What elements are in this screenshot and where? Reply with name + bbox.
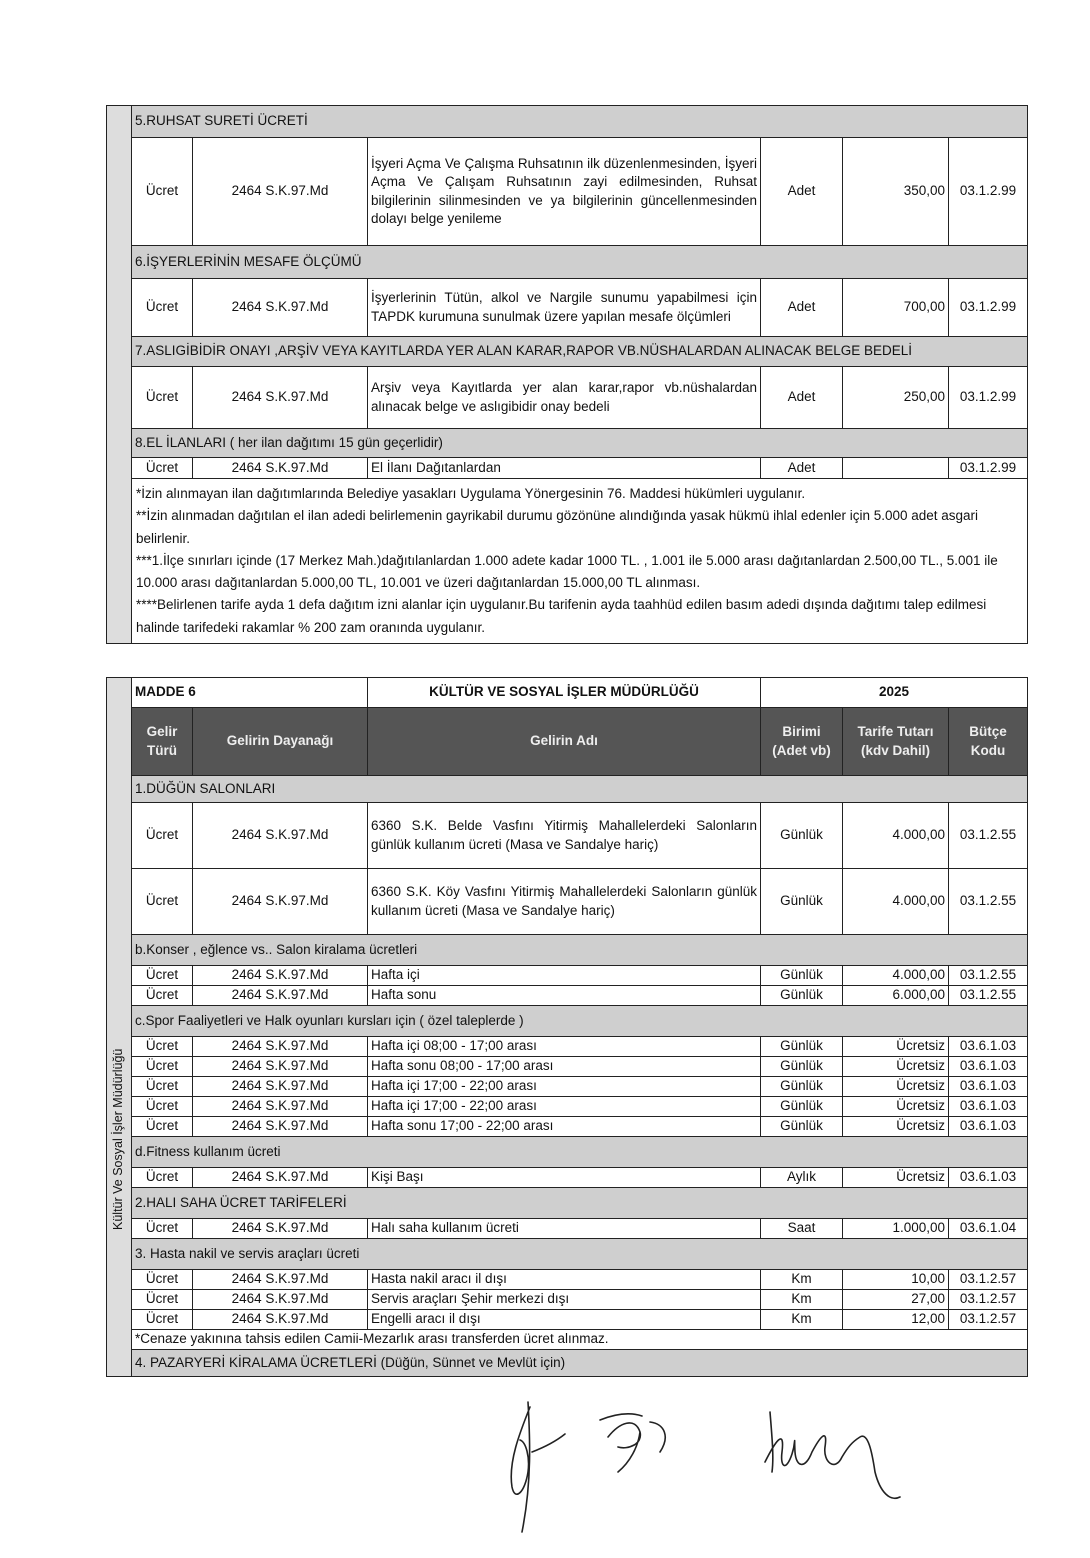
butce-kodu: 03.1.2.99 bbox=[949, 138, 1028, 246]
section-title: 2.HALI SAHA ÜCRET TARİFELERİ bbox=[132, 1188, 1028, 1219]
gelir-adi: 6360 S.K. Köy Vasfını Yitirmiş Mahallelerdeki Salonların günlük kullanım ücreti (Masa ve Sandalye hariç) bbox=[368, 869, 761, 935]
gelir-turu: Ücret bbox=[132, 1117, 193, 1137]
birim: Adet bbox=[761, 138, 843, 246]
gelir-dayanagi: 2464 S.K.97.Md bbox=[193, 279, 368, 337]
butce-kodu: 03.1.2.55 bbox=[949, 869, 1028, 935]
section-title: 1.DÜĞÜN SALONLARI bbox=[132, 776, 1028, 803]
tarife-tutari: 4.000,00 bbox=[843, 803, 949, 869]
header-gelir-dayanagi: Gelirin Dayanağı bbox=[193, 708, 368, 776]
gelir-turu: Ücret bbox=[132, 1077, 193, 1097]
gelir-adi: Engelli aracı il dışı bbox=[368, 1310, 761, 1330]
gelir-turu: Ücret bbox=[132, 1290, 193, 1310]
gelir-dayanagi: 2464 S.K.97.Md bbox=[193, 1057, 368, 1077]
side-label: Kültür Ve Sosyal İşler Müdürlüğü bbox=[111, 1048, 125, 1230]
gelir-turu: Ücret bbox=[132, 367, 193, 429]
note-1: *İzin alınmayan ilan dağıtımlarında Belediye yasakları Uygulama Yönergesinin 76. Maddesi hükümleri uygulanır. bbox=[136, 486, 806, 501]
header-gelir-adi: Gelirin Adı bbox=[368, 708, 761, 776]
tarife-tutari: Ücretsiz bbox=[843, 1168, 949, 1188]
section-title: d.Fitness kullanım ücreti bbox=[132, 1137, 1028, 1168]
gelir-adi: Kişi Başı bbox=[368, 1168, 761, 1188]
butce-kodu: 03.1.2.55 bbox=[949, 803, 1028, 869]
gelir-adi: Hafta içi 08;00 - 17;00 arası bbox=[368, 1037, 761, 1057]
gelir-adi: İşyeri Açma Ve Çalışma Ruhsatının ilk düzenlenmesinden, İşyeri Açma Ve Çalışam Ruhsatının zayi edilmesinden, Ruhsat bilgilerinin silinmesinden ve ya bilgilerinin güncellenmesinden dolayı belge yenileme bbox=[368, 138, 761, 246]
gelir-turu: Ücret bbox=[132, 1270, 193, 1290]
gelir-adi: Halı saha kullanım ücreti bbox=[368, 1219, 761, 1239]
gelir-adi: Hafta sonu 08;00 - 17;00 arası bbox=[368, 1057, 761, 1077]
gelir-dayanagi: 2464 S.K.97.Md bbox=[193, 1290, 368, 1310]
header-gelir-turu: Gelir Türü bbox=[132, 708, 193, 776]
birim: Km bbox=[761, 1290, 843, 1310]
birim: Adet bbox=[761, 279, 843, 337]
gelir-adi: Hafta sonu bbox=[368, 986, 761, 1006]
gelir-dayanagi: 2464 S.K.97.Md bbox=[193, 1219, 368, 1239]
birim: Km bbox=[761, 1270, 843, 1290]
birim: Saat bbox=[761, 1219, 843, 1239]
section-title: 3. Hasta nakil ve servis araçları ücreti bbox=[132, 1239, 1028, 1270]
birim: Km bbox=[761, 1310, 843, 1330]
gelir-adi: Hafta içi bbox=[368, 966, 761, 986]
tarife-tutari: 4.000,00 bbox=[843, 869, 949, 935]
side-strip bbox=[107, 678, 132, 1377]
birim: Günlük bbox=[761, 1117, 843, 1137]
note-4: ****Belirlenen tarife ayda 1 defa dağıtım izni alanlar için uygulanır.Bu tarifenin ayda taahhüd edilen basım adedi dışında dağıtımı talep edilmesi halinde tarifedeki rakamlar % 200 zam oranında uygulanır. bbox=[136, 597, 987, 635]
butce-kodu: 03.1.2.99 bbox=[949, 367, 1028, 429]
tarife-tutari: Ücretsiz bbox=[843, 1117, 949, 1137]
birim: Günlük bbox=[761, 966, 843, 986]
tarife-tutari: Ücretsiz bbox=[843, 1097, 949, 1117]
gelir-dayanagi: 2464 S.K.97.Md bbox=[193, 1097, 368, 1117]
tarife-tutari: Ücretsiz bbox=[843, 1077, 949, 1097]
gelir-dayanagi: 2464 S.K.97.Md bbox=[193, 869, 368, 935]
gelir-dayanagi: 2464 S.K.97.Md bbox=[193, 1077, 368, 1097]
section-title: 5.RUHSAT SURETİ ÜCRETİ bbox=[132, 106, 1028, 138]
header-tarife-tutari: Tarife Tutarı (kdv Dahil) bbox=[843, 708, 949, 776]
tarife-tutari: 1.000,00 bbox=[843, 1219, 949, 1239]
gelir-adi: 6360 S.K. Belde Vasfını Yitirmiş Mahallelerdeki Salonların günlük kullanım ücreti (Masa ve Sandalye hariç) bbox=[368, 803, 761, 869]
butce-kodu: 03.6.1.03 bbox=[949, 1077, 1028, 1097]
gelir-turu: Ücret bbox=[132, 803, 193, 869]
gelir-turu: Ücret bbox=[132, 1219, 193, 1239]
butce-kodu: 03.6.1.03 bbox=[949, 1097, 1028, 1117]
butce-kodu: 03.1.2.99 bbox=[949, 279, 1028, 337]
tarife-tutari: Ücretsiz bbox=[843, 1037, 949, 1057]
butce-kodu: 03.6.1.03 bbox=[949, 1037, 1028, 1057]
note-2: **İzin alınmadan dağıtılan el ilan adedi belirlemenin gayrikabil durumu gözönüne alındığında yasak hükmü ihlal edenler için 5.000 adet asgari belirlenir. bbox=[136, 508, 979, 546]
birim: Günlük bbox=[761, 986, 843, 1006]
birim: Günlük bbox=[761, 1097, 843, 1117]
gelir-turu: Ücret bbox=[132, 986, 193, 1006]
gelir-turu: Ücret bbox=[132, 966, 193, 986]
gelir-turu: Ücret bbox=[132, 1097, 193, 1117]
birim: Adet bbox=[761, 458, 843, 479]
tarife-tutari: 350,00 bbox=[843, 138, 949, 246]
notes-block bbox=[132, 479, 1028, 644]
gelir-turu: Ücret bbox=[132, 1037, 193, 1057]
gelir-dayanagi: 2464 S.K.97.Md bbox=[193, 1168, 368, 1188]
note-3: ***1.İlçe sınırları içinde (17 Merkez Mah.)dağıtılanlardan 1.000 adete kadar 1000 TL. , 1.001 ile 5.000 arası dağıtanlardan 2.500,00 TL., 5.001 ile 10.000 arası dağıtanlardan 5.000,00 TL, 10.001 ve üzeri dağıtanlardan 15.000,00 TL alınması. bbox=[136, 552, 998, 591]
tarife-tutari: 6.000,00 bbox=[843, 986, 949, 1006]
section-title: 6.İŞYERLERİNİN MESAFE ÖLÇÜMÜ bbox=[132, 246, 1028, 279]
section-title: 4. PAZARYERİ KİRALAMA ÜCRETLERİ (Düğün, Sünnet ve Mevlüt için) bbox=[132, 1350, 1028, 1377]
birim: Aylık bbox=[761, 1168, 843, 1188]
butce-kodu: 03.1.2.55 bbox=[949, 966, 1028, 986]
gelir-dayanagi: 2464 S.K.97.Md bbox=[193, 367, 368, 429]
tarife-tutari: 12,00 bbox=[843, 1310, 949, 1330]
gelir-turu: Ücret bbox=[132, 869, 193, 935]
section-title: c.Spor Faaliyetleri ve Halk oyunları kursları için ( özel taleplerde ) bbox=[132, 1006, 1028, 1037]
birim: Günlük bbox=[761, 1077, 843, 1097]
butce-kodu: 03.1.2.99 bbox=[949, 458, 1028, 479]
footnote: *Cenaze yakınına tahsis edilen Camii-Mezarlık arası transferden ücret alınmaz. bbox=[132, 1330, 1028, 1350]
header-butce-kodu: Bütçe Kodu bbox=[949, 708, 1028, 776]
gelir-dayanagi: 2464 S.K.97.Md bbox=[193, 1117, 368, 1137]
birim: Günlük bbox=[761, 803, 843, 869]
tarife-tutari bbox=[843, 458, 949, 479]
gelir-dayanagi: 2464 S.K.97.Md bbox=[193, 986, 368, 1006]
birim: Adet bbox=[761, 367, 843, 429]
gelir-dayanagi: 2464 S.K.97.Md bbox=[193, 138, 368, 246]
tarife-tutari: Ücretsiz bbox=[843, 1057, 949, 1077]
gelir-dayanagi: 2464 S.K.97.Md bbox=[193, 966, 368, 986]
fee-table-2 bbox=[106, 677, 1028, 1377]
tarife-tutari: 10,00 bbox=[843, 1270, 949, 1290]
tarife-tutari: 4.000,00 bbox=[843, 966, 949, 986]
gelir-adi: Hasta nakil aracı il dışı bbox=[368, 1270, 761, 1290]
gelir-dayanagi: 2464 S.K.97.Md bbox=[193, 1037, 368, 1057]
birim: Günlük bbox=[761, 869, 843, 935]
butce-kodu: 03.6.1.04 bbox=[949, 1219, 1028, 1239]
gelir-turu: Ücret bbox=[132, 458, 193, 479]
gelir-adi: Hafta içi 17;00 - 22;00 arası bbox=[368, 1077, 761, 1097]
butce-kodu: 03.1.2.55 bbox=[949, 986, 1028, 1006]
butce-kodu: 03.6.1.03 bbox=[949, 1168, 1028, 1188]
butce-kodu: 03.1.2.57 bbox=[949, 1310, 1028, 1330]
signatures bbox=[490, 1392, 990, 1542]
gelir-adi: Hafta içi 17;00 - 22;00 arası bbox=[368, 1097, 761, 1117]
gelir-adi: Arşiv veya Kayıtlarda yer alan karar,rapor vb.nüshalardan alınacak belge ve aslıgibidir onay bedeli bbox=[368, 367, 761, 429]
birim: Günlük bbox=[761, 1037, 843, 1057]
madde-label: MADDE 6 bbox=[132, 678, 368, 708]
butce-kodu: 03.1.2.57 bbox=[949, 1290, 1028, 1310]
signature-1 bbox=[511, 1402, 565, 1532]
gelir-adi: Servis araçları Şehir merkezi dışı bbox=[368, 1290, 761, 1310]
gelir-dayanagi: 2464 S.K.97.Md bbox=[193, 1270, 368, 1290]
gelir-adi: İşyerlerinin Tütün, alkol ve Nargile sunumu yapabilmesi için TAPDK kurumuna sunulmak üzere yapılan mesafe ölçümleri bbox=[368, 279, 761, 337]
birim: Günlük bbox=[761, 1057, 843, 1077]
section-title: 7.ASLIGİBİDİR ONAYI ,ARŞİV VEYA KAYITLARDA YER ALAN KARAR,RAPOR VB.NÜSHALARDAN ALINACAK BELGE BEDELİ bbox=[132, 337, 1028, 367]
gelir-adi: El İlanı Dağıtanlardan bbox=[368, 458, 761, 479]
header-birimi: Birimi (Adet vb) bbox=[761, 708, 843, 776]
year-label: 2025 bbox=[761, 678, 1028, 708]
gelir-turu: Ücret bbox=[132, 1310, 193, 1330]
signature-3 bbox=[765, 1412, 900, 1498]
mudurluk-title: KÜLTÜR VE SOSYAL İŞLER MÜDÜRLÜĞÜ bbox=[368, 678, 761, 708]
gelir-turu: Ücret bbox=[132, 1168, 193, 1188]
tarife-tutari: 250,00 bbox=[843, 367, 949, 429]
gelir-dayanagi: 2464 S.K.97.Md bbox=[193, 1310, 368, 1330]
butce-kodu: 03.1.2.57 bbox=[949, 1270, 1028, 1290]
gelir-turu: Ücret bbox=[132, 279, 193, 337]
butce-kodu: 03.6.1.03 bbox=[949, 1117, 1028, 1137]
gelir-dayanagi: 2464 S.K.97.Md bbox=[193, 803, 368, 869]
gelir-turu: Ücret bbox=[132, 138, 193, 246]
fee-table-1 bbox=[106, 105, 1028, 644]
butce-kodu: 03.6.1.03 bbox=[949, 1057, 1028, 1077]
gelir-turu: Ücret bbox=[132, 1057, 193, 1077]
section-title: b.Konser , eğlence vs.. Salon kiralama ücretleri bbox=[132, 935, 1028, 966]
tarife-tutari: 700,00 bbox=[843, 279, 949, 337]
section-title: 8.EL İLANLARI ( her ilan dağıtımı 15 gün geçerlidir) bbox=[132, 429, 1028, 458]
signature-2 bbox=[600, 1414, 665, 1472]
gelir-adi: Hafta sonu 17;00 - 22;00 arası bbox=[368, 1117, 761, 1137]
gelir-dayanagi: 2464 S.K.97.Md bbox=[193, 458, 368, 479]
side-strip bbox=[107, 106, 132, 644]
tarife-tutari: 27,00 bbox=[843, 1290, 949, 1310]
